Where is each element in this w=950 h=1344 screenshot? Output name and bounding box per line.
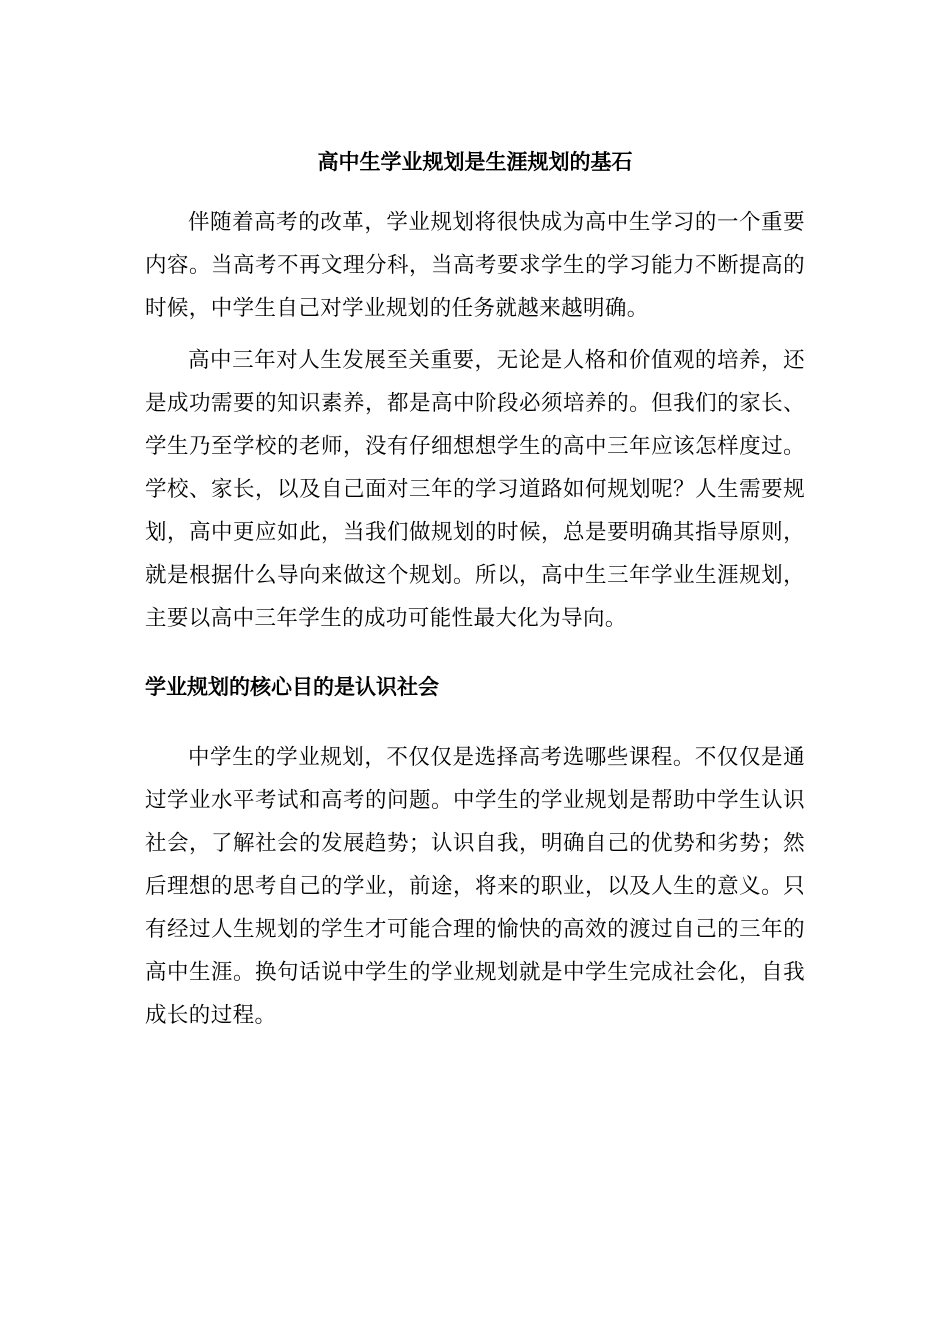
document-page (145, 130, 805, 1046)
section-paragraph-1: 中学生的学业规划，不仅仅是选择高考选哪些课程。不仅仅是通过学业水平考试和高考的问题。中学生的学业规划是帮助中学生认识社会，了解社会的发展趋势；认识自我，明确自己的优势和劣势；然后理想的思考自己的学业，前途，将来的职业，以及人生的意义。只有经过人生规划的学生才可能合理的愉快的高效的渡过自己的三年的高中生涯。换句话说中学生的学业规划就是中学生完成社会化，自我成长的过程。 (145, 745, 805, 1028)
paragraph-1: 伴随着高考的改革，学业规划将很快成为高中生学习的一个重要内容。当高考不再文理分科，当高考要求学生的学习能力不断提高的时候，中学生自己对学业规划的任务就越来越明确。 (145, 210, 805, 321)
paragraph-2: 高中三年对人生发展至关重要，无论是人格和价值观的培养，还是成功需要的知识素养，都是高中阶段必须培养的。但我们的家长、学生乃至学校的老师，没有仔细想想学生的高中三年应该怎样度过。学校、家长，以及自己面对三年的学习道路如何规划呢？人生需要规划，高中更应如此，当我们做规划的时候，总是要明确其指导原则，就是根据什么导向来做这个规划。所以，高中生三年学业生涯规划，主要以高中三年学生的成功可能性最大化为导向。 (145, 348, 805, 631)
document-title: 高中生学业规划是生涯规划的基石 (317, 149, 633, 174)
section-heading: 学业规划的核心目的是认识社会 (145, 674, 439, 699)
